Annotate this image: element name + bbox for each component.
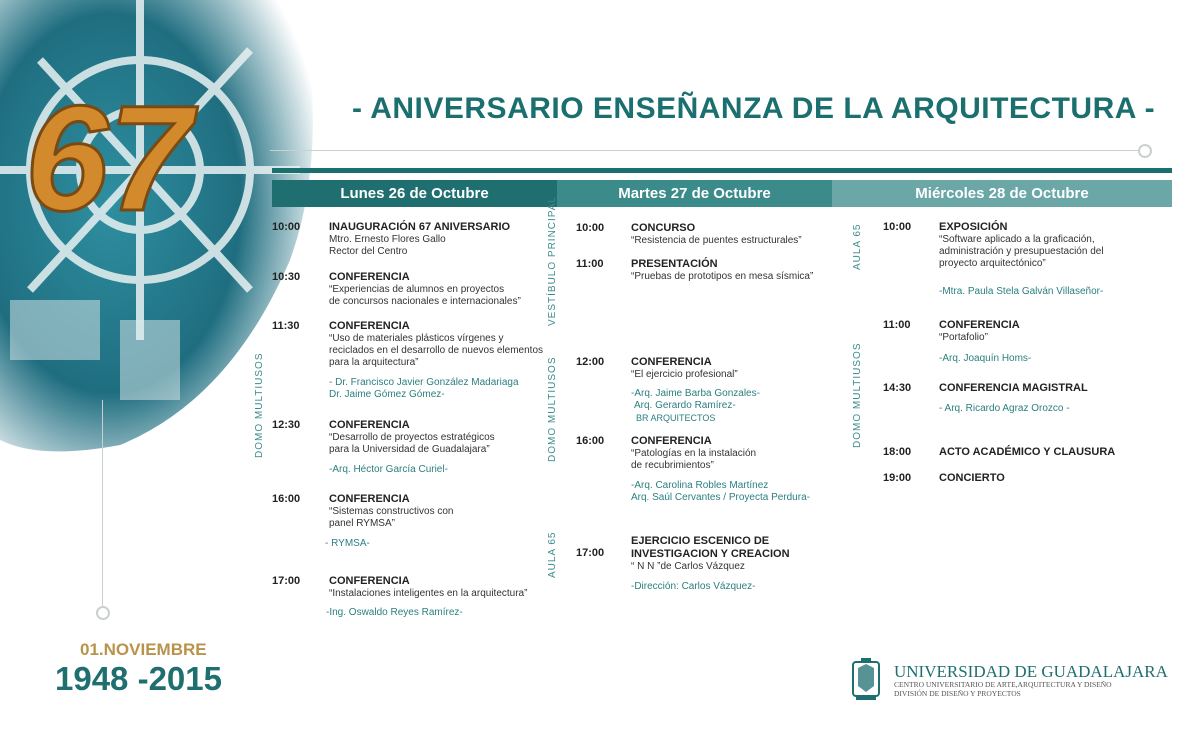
event-title: CONFERENCIA <box>329 320 410 332</box>
event-time: 12:30 <box>272 419 301 431</box>
event-speaker: Arq. Saúl Cervantes / Proyecta Perdura- <box>631 492 810 503</box>
university-seal-icon <box>850 656 882 702</box>
event-time: 19:00 <box>883 472 912 484</box>
event-time: 11:00 <box>576 258 604 270</box>
event-line: “El ejercicio profesional” <box>631 369 738 380</box>
event-title: CONCURSO <box>631 222 696 234</box>
event-time: 16:00 <box>576 435 605 447</box>
centro-name: CENTRO UNIVERSITARIO DE ARTE,ARQUITECTURA Y DISEÑO <box>894 680 1112 689</box>
event-speaker: -Arq. Héctor García Curiel- <box>329 464 448 475</box>
event-line: panel RYMSA” <box>329 518 395 529</box>
event-line: reciclados en el desarrollo de nuevos elementos <box>329 345 544 356</box>
vertical-rule-dot <box>96 606 110 620</box>
venue-label: VESTÍBULO PRINCIPAL <box>547 196 558 326</box>
event-line: de concursos nacionales e internacionales” <box>329 296 521 307</box>
event-title: PRESENTACIÓN <box>631 258 718 270</box>
day-header-monday: Lunes 26 de Octubre <box>272 180 557 207</box>
event-speaker: Dr. Jaime Gómez Gómez- <box>329 389 445 400</box>
venue-label: DOMO MULTIUSOS <box>254 352 265 458</box>
event-title: EJERCICIO ESCENICO DE <box>631 535 770 547</box>
day-header-tuesday: Martes 27 de Octubre <box>557 180 832 207</box>
page-title: - ANIVERSARIO ENSEÑANZA DE LA ARQUITECTURA - <box>352 92 1156 125</box>
event-time: 10:00 <box>576 222 605 234</box>
venue-label: DOMO MULTIUSOS <box>547 356 558 462</box>
event-speaker: -Dirección: Carlos Vázquez- <box>631 581 756 592</box>
event-title: CONFERENCIA <box>939 319 1020 331</box>
venue-label: DOMO MULTIUSOS <box>852 342 863 448</box>
event-line: “Patologías en la instalación <box>631 448 757 459</box>
event-title-line2: INVESTIGACION Y CREACION <box>631 548 790 560</box>
event-title: CONFERENCIA <box>329 419 410 431</box>
event-speaker: -Arq. Joaquín Homs- <box>939 353 1032 364</box>
event-line: “Uso de materiales plásticos vírgenes y <box>329 333 504 344</box>
event-line: para la arquitectura” <box>329 357 419 368</box>
event-time: 11:30 <box>272 320 300 332</box>
anniversary-date: 01.NOVIEMBRE <box>80 640 207 659</box>
event-speaker: -Arq. Carolina Robles Martínez <box>631 480 769 491</box>
event-time: 17:00 <box>272 575 301 587</box>
event-title: CONFERENCIA <box>631 356 712 368</box>
event-title: CONFERENCIA MAGISTRAL <box>939 382 1088 394</box>
event-title: CONFERENCIA <box>329 271 410 283</box>
event-line: “Instalaciones inteligentes en la arquitectura” <box>329 588 528 599</box>
event-time: 14:30 <box>883 382 912 394</box>
event-line: “Resistencia de puentes estructurales” <box>631 235 802 246</box>
event-line: “Sistemas constructivos con <box>329 506 454 517</box>
event-speaker: - Dr. Francisco Javier González Madariaga <box>329 377 519 388</box>
event-time: 10:30 <box>272 271 301 283</box>
anniversary-number: 67 <box>25 74 192 242</box>
venue-label: AULA 65 <box>852 223 863 270</box>
event-speaker: -Mtra. Paula Stela Galván Villaseñor- <box>939 286 1104 297</box>
day-header-wednesday: Miércoles 28 de Octubre <box>832 180 1172 207</box>
event-time: 10:00 <box>272 221 301 233</box>
event-speaker: BR ARQUITECTOS <box>636 413 716 423</box>
event-title: ACTO ACADÉMICO Y CLAUSURA <box>939 446 1116 458</box>
event-title: EXPOSICIÓN <box>939 221 1008 233</box>
anniversary-years: 1948 -2015 <box>55 660 222 697</box>
event-time: 18:00 <box>883 446 912 458</box>
event-time: 10:00 <box>883 221 912 233</box>
event-speaker: - Arq. Ricardo Agraz Orozco - <box>939 403 1070 414</box>
event-line: Rector del Centro <box>329 246 408 257</box>
event-line: para la Universidad de Guadalajara” <box>329 444 490 455</box>
event-line: Mtro. Ernesto Flores Gallo <box>329 234 446 245</box>
university-center <box>894 681 1112 698</box>
event-title: CONFERENCIA <box>329 575 410 587</box>
event-time: 17:00 <box>576 547 605 559</box>
event-speaker: - RYMSA- <box>325 538 370 549</box>
division-name: DIVISIÓN DE DISEÑO Y PROYECTOS <box>894 688 1021 698</box>
event-line: “Portafolio” <box>939 332 988 343</box>
event-line: “Pruebas de prototipos en mesa sísmica” <box>631 271 814 282</box>
event-time: 16:00 <box>272 493 301 505</box>
event-line: “Software aplicado a la graficación, <box>939 234 1095 245</box>
event-line: “Desarrollo de proyectos estratégicos <box>329 432 495 443</box>
event-line: “Experiencias de alumnos en proyectos <box>329 284 505 295</box>
venue-label: AULA 65 <box>547 531 558 578</box>
event-time: 12:00 <box>576 356 605 368</box>
schedule-topbar <box>272 168 1172 173</box>
event-time: 11:00 <box>883 319 911 331</box>
vertical-rule <box>102 400 103 610</box>
university-name: UNIVERSIDAD DE GUADALAJARA <box>894 662 1168 681</box>
event-title: CONFERENCIA <box>329 493 410 505</box>
event-speaker: Arq. Gerardo Ramírez- <box>634 400 736 411</box>
event-title: INAUGURACIÓN 67 ANIVERSARIO <box>329 221 511 233</box>
title-rule <box>270 150 1140 151</box>
event-title: CONCIERTO <box>939 472 1005 484</box>
event-line: de recubrimientos” <box>631 460 714 471</box>
rule-end-dot <box>1138 144 1152 158</box>
event-line: proyecto arquitectónico” <box>939 258 1046 269</box>
event-line: administración y presupuestación del <box>939 246 1104 257</box>
event-speaker: -Arq. Jaime Barba Gonzales- <box>631 388 760 399</box>
event-title: CONFERENCIA <box>631 435 712 447</box>
event-speaker: -Ing. Oswaldo Reyes Ramírez- <box>326 607 463 618</box>
event-line: “ N N ”de Carlos Vázquez <box>631 561 745 572</box>
